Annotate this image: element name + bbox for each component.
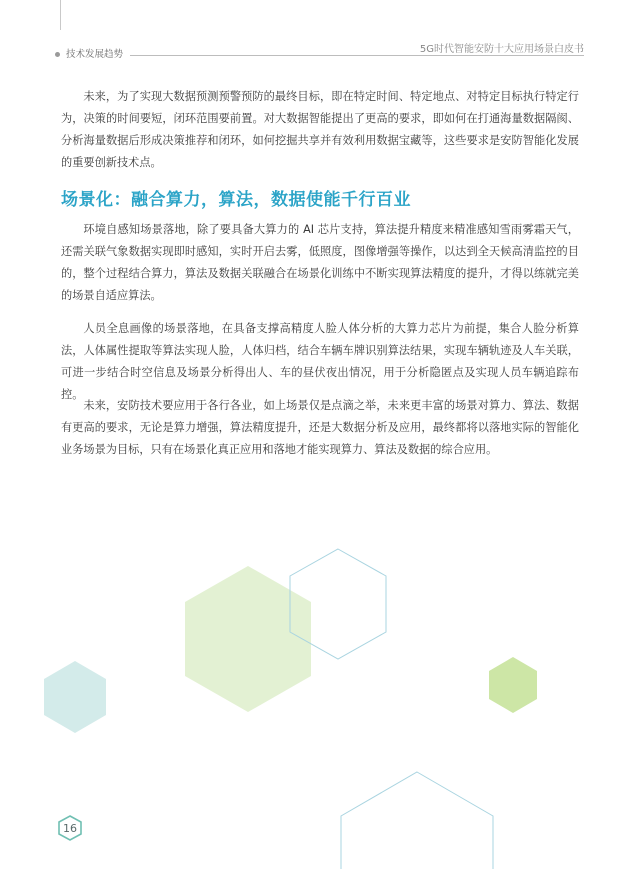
body-paragraph-environment: 环境自感知场景落地，除了要具备大算力的 AI 芯片支持，算法提升精度来精准感知雪雨雾霜天气，还需关联气象数据实现即时感知，实时开启去雾，低照度，图像增强等操作，以达到全天候高清监控的目的，整个过程结合算力，算法及数据关联融合在场景化训练中不断实现算法精度的提升，才得以练就完美的场景自适应算法。 [61, 223, 579, 302]
page-number-badge [57, 815, 83, 841]
section-label: 技术发展趋势 [66, 49, 124, 60]
book-title: 5G时代智能安防十大应用场景白皮书 [419, 44, 584, 55]
small-green-hexagon [489, 657, 537, 713]
page-number: 16 [63, 821, 77, 835]
large-green-hexagon [185, 566, 311, 712]
section-heading: 场景化：融合算力，算法，数据使能千行百业 [61, 190, 411, 210]
bottom-outline-hexagon [341, 772, 493, 869]
body-paragraph-person-profile: 人员全息画像的场景落地，在具备支撑高精度人脸人体分析的大算力芯片为前提，集合人脸分析算法，人体属性提取等算法实现人脸，人体归档，结合车辆车牌识别算法结果，实现车辆轨迹及人车关联，可进一步结合时空信息及场景分析得出人、车的昼伏夜出情况，用于分析隐匿点及实现人员车辆追踪布控。 [61, 322, 579, 401]
intro-paragraph: 未来，为了实现大数据预测预警预防的最终目标，即在特定时间、特定地点、对特定目标执行特定行为，决策的时间要短，闭环范围要前置。对大数据智能提出了更高的要求，即如何在打通海量数据隔阂、分析海量数据后形成决策推荐和闭环，如何挖掘共享并有效利用数据宝藏等，这些要求是安防智能化发展的重要创新技术点。 [61, 90, 579, 169]
teal-hexagon [44, 661, 106, 733]
body-paragraph-future: 未来，安防技术要应用于各行各业，如上场景仅是点滴之举，未来更丰富的场景对算力、算法、数据有更高的要求，无论是算力增强，算法精度提升，还是大数据分析及应用，最终都将以落地实际的智能化业务场景为目标，只有在场景化真正应用和落地才能实现算力、算法及数据的综合应用。 [61, 399, 579, 456]
